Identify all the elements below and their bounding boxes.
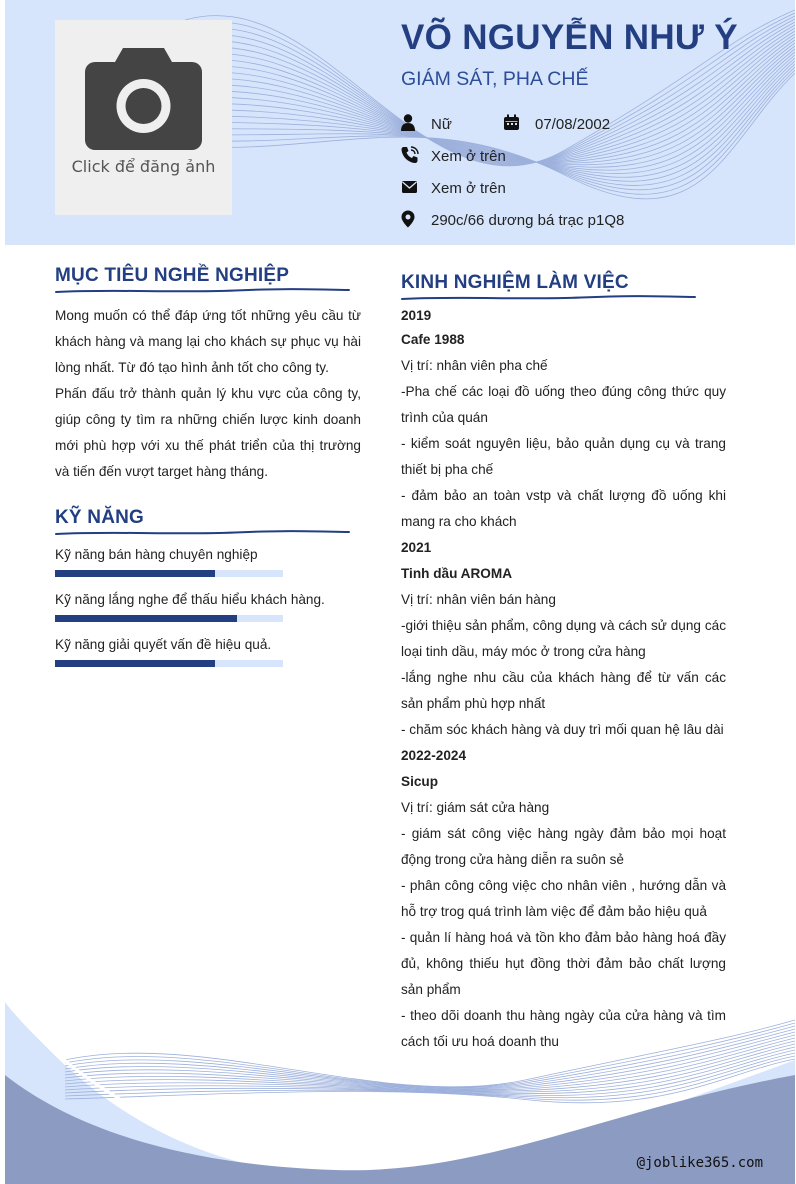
objective-paragraph: Mong muốn có thể đáp ứng tốt những yêu cầu từ khách hàng và mang lại cho khách sự phục vụ hài lòng nhất. Từ đó tạo hình ảnh tốt cho công ty.	[55, 308, 361, 375]
skill-bar-fill	[55, 615, 237, 622]
right-column	[401, 270, 726, 1055]
job-entry	[401, 304, 726, 535]
job-entry	[401, 535, 726, 743]
user-icon	[401, 114, 419, 132]
gender-value: Nữ	[431, 116, 452, 133]
skills-list	[55, 542, 361, 667]
email-value: Xem ở trên	[431, 180, 506, 197]
cv-header	[5, 0, 795, 245]
footer-wave-line	[65, 1023, 795, 1087]
candidate-position: GIÁM SÁT, PHA CHẾ	[401, 68, 589, 90]
phone-icon	[401, 146, 419, 164]
job-company: Sicup	[401, 774, 439, 789]
map-pin-icon	[401, 210, 419, 228]
experience-list	[401, 304, 726, 1055]
job-year: 2022-2024	[401, 748, 467, 763]
skill-item	[55, 542, 361, 577]
job-detail: Vị trí: giám sát cửa hàng	[401, 800, 550, 815]
skill-label: Kỹ năng lắng nghe để thấu hiểu khách hàng.	[55, 592, 325, 607]
job-company: Cafe 1988	[401, 332, 465, 347]
job-detail: - đảm bảo an toàn vstp và chất lượng đồ uống khi mang ra cho khách	[401, 488, 726, 529]
job-detail: - kiểm soát nguyên liệu, bảo quản dụng cụ và trang thiết bị pha chế	[401, 436, 726, 477]
footer-wave-line	[65, 1056, 795, 1100]
footer-wave-line	[65, 1059, 795, 1103]
job-detail: - phân công công việc cho nhân viên , hướng dẫn và hỗ trợ trog quá trình làm việc để đảm bảo hiệu quả	[401, 878, 726, 919]
phone-value: Xem ở trên	[431, 148, 506, 165]
birthdate-value: 07/08/2002	[535, 116, 611, 133]
objective-body	[55, 303, 361, 485]
left-column	[55, 263, 361, 667]
job-year: 2021	[401, 540, 432, 555]
skill-bar-fill	[55, 660, 215, 667]
skill-label: Kỹ năng bán hàng chuyên nghiệp	[55, 547, 258, 562]
job-detail: -Pha chế các loại đồ uống theo đúng công thức quy trình của quán	[401, 384, 726, 425]
objective-title: MỤC TIÊU NGHỀ NGHIỆP	[55, 265, 290, 286]
job-detail: -giới thiệu sản phẩm, công dụng và cách sử dụng các loại tinh dầu, máy móc ở trong cửa hàng	[401, 618, 726, 659]
envelope-icon	[401, 178, 419, 196]
footer-watermark: @joblike365.com	[636, 1155, 763, 1171]
job-detail: - giám sát công việc hàng ngày đảm bảo mọi hoạt động trong cửa hàng diễn ra suôn sẻ	[401, 826, 726, 867]
objective-paragraph: Phấn đấu trở thành quản lý khu vực của công ty, giúp công ty tìm ra những chiến lược kinh doanh mới phù hợp với xu thế phát triển của thị trường và tiến đến vượt target hàng tháng.	[55, 386, 361, 479]
skills-title: KỸ NĂNG	[55, 507, 145, 528]
camera-icon	[85, 48, 202, 150]
skill-bar	[55, 660, 283, 667]
skill-bar	[55, 615, 283, 622]
footer-wave-line	[65, 1044, 795, 1092]
job-company: Tinh dầu AROMA	[401, 566, 513, 581]
job-detail: - chăm sóc khách hàng và duy trì mối quan hệ lâu dài	[401, 722, 724, 737]
experience-title: KINH NGHIỆM LÀM VIỆC	[401, 272, 629, 293]
calendar-icon	[503, 114, 521, 132]
job-detail: Vị trí: nhân viên pha chế	[401, 358, 548, 373]
job-detail: Vị trí: nhân viên bán hàng	[401, 592, 556, 607]
job-detail: - theo dõi doanh thu hàng ngày của cửa hàng và tìm cách tối ưu hoá doanh thu	[401, 1008, 726, 1049]
photo-upload[interactable]	[55, 20, 232, 215]
cv-page	[5, 0, 795, 1184]
address-value: 290c/66 dương bá trạc p1Q8	[431, 212, 625, 229]
skill-item	[55, 632, 361, 667]
job-year: 2019	[401, 308, 432, 323]
photo-upload-label: Click để đăng ảnh	[71, 157, 216, 176]
footer-wave-line	[65, 1035, 795, 1090]
candidate-name: VÕ NGUYỄN NHƯ Ý	[401, 18, 738, 57]
skill-bar-fill	[55, 570, 215, 577]
job-detail: -lắng nghe nhu cầu của khách hàng để từ vấn các sản phẩm phù hợp nhất	[401, 670, 726, 711]
skill-label: Kỹ năng giải quyết vấn đề hiệu quả.	[55, 637, 272, 652]
footer-wave-line	[65, 1026, 795, 1088]
job-detail: - quản lí hàng hoá và tồn kho đảm bảo hàng hoá đầy đủ, không thiếu hụt đồng thời đảm bảo chất lượng sản phẩm	[401, 930, 726, 997]
skill-item	[55, 587, 361, 622]
skill-bar	[55, 570, 283, 577]
